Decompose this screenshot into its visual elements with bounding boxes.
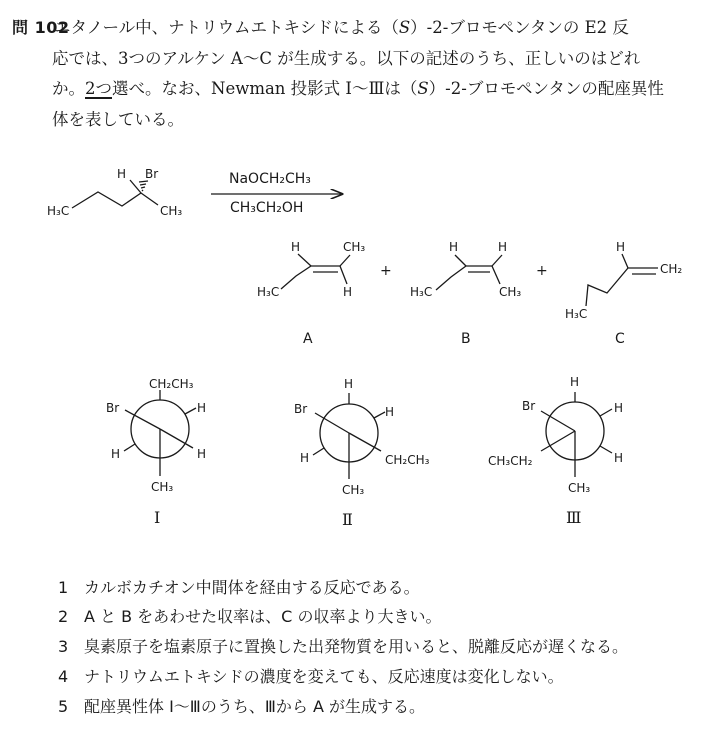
hashed-wedge: [139, 181, 148, 191]
question-line-3: か。2つ選べ。なお、Newman 投影式 I～Ⅲは（S）-2-ブロモペンタンの配座異性: [52, 79, 664, 98]
question-line-2: 応では、3つのアルケン A～C が生成する。以下の記述のうち、正しいのはどれ: [52, 49, 641, 68]
svg-text:H: H: [343, 285, 353, 299]
svg-text:CH₃: CH₃: [160, 204, 183, 218]
svg-text:H: H: [197, 447, 207, 461]
product-a: [257, 240, 365, 347]
svg-text:H₃C: H₃C: [257, 285, 280, 299]
svg-text:Br: Br: [145, 167, 159, 181]
svg-text:H: H: [197, 401, 207, 415]
svg-text:CH₂CH₃: CH₂CH₃: [149, 377, 194, 391]
product-c: [565, 240, 682, 347]
question-number: 問 102: [12, 18, 70, 37]
newman-iii: [488, 375, 623, 527]
reagent-top: NaOCH₂CH₃: [229, 171, 311, 187]
choice-4[interactable]: 4 ナトリウムエトキシドの濃度を変えても、反応速度は変化しない。: [58, 667, 564, 686]
svg-text:CH₃CH₂: CH₃CH₂: [488, 454, 533, 468]
svg-text:Br: Br: [294, 402, 308, 416]
svg-text:H: H: [570, 375, 580, 389]
svg-text:H₃C: H₃C: [565, 307, 588, 321]
question-line-4: 体を表している。: [52, 110, 184, 129]
svg-text:CH₂CH₃: CH₂CH₃: [385, 453, 430, 467]
question-line-1: エタノール中、ナトリウムエトキシドによる（S）-2-ブロモペンタンの E2 反: [54, 18, 629, 37]
label-b: B: [461, 331, 471, 347]
emphasis-two: 2つ: [85, 79, 112, 98]
svg-text:CH₃: CH₃: [343, 240, 366, 254]
svg-text:H: H: [614, 451, 624, 465]
svg-text:CH₃: CH₃: [151, 480, 174, 494]
svg-text:Br: Br: [106, 401, 120, 415]
plus-2: +: [536, 263, 548, 279]
choice-2[interactable]: 2 A と B をあわせた収率は、C の収率より大きい。: [58, 607, 442, 626]
plus-1: +: [380, 263, 392, 279]
svg-text:CH₃: CH₃: [342, 483, 365, 497]
newman-label-iii: Ⅲ: [566, 508, 582, 527]
choice-5[interactable]: 5 配座異性体 I～Ⅲのうち、Ⅲから A が生成する。: [58, 697, 425, 716]
svg-text:H: H: [614, 401, 624, 415]
svg-text:H: H: [300, 451, 310, 465]
label-c: C: [615, 331, 625, 347]
svg-text:Br: Br: [522, 399, 536, 413]
svg-text:H: H: [498, 240, 508, 254]
choice-3[interactable]: 3 臭素原子を塩素原子に置換した出発物質を用いると、脱離反応が遅くなる。: [58, 637, 629, 656]
svg-text:H: H: [449, 240, 459, 254]
svg-text:H: H: [117, 167, 127, 181]
svg-text:H: H: [291, 240, 301, 254]
svg-text:H₃C: H₃C: [47, 204, 70, 218]
product-b: [410, 240, 521, 347]
svg-text:H₃C: H₃C: [410, 285, 433, 299]
svg-text:H: H: [344, 377, 354, 391]
newman-label-i: Ⅰ: [154, 508, 161, 527]
label-a: A: [303, 331, 313, 347]
newman-ii: [294, 377, 430, 529]
newman-i: [106, 377, 206, 527]
svg-text:CH₃: CH₃: [499, 285, 522, 299]
svg-text:H: H: [111, 447, 121, 461]
choice-1[interactable]: 1 カルボカチオン中間体を経由する反応である。: [58, 578, 420, 597]
svg-text:H: H: [616, 240, 626, 254]
svg-text:H: H: [385, 405, 395, 419]
svg-text:CH₃: CH₃: [568, 481, 591, 495]
substrate-structure: [47, 167, 182, 218]
newman-label-ii: Ⅱ: [342, 510, 353, 529]
svg-text:CH₂: CH₂: [660, 262, 683, 276]
reagent-bottom: CH₃CH₂OH: [230, 200, 304, 216]
